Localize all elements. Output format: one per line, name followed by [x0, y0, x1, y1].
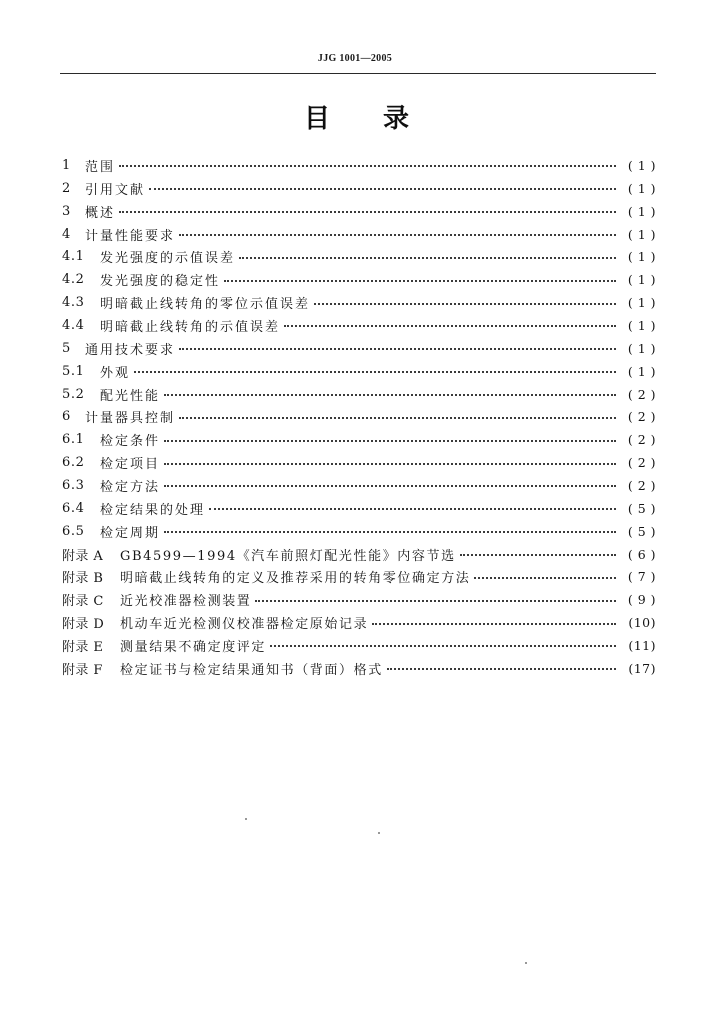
toc-entry [62, 634, 656, 657]
toc-entry [62, 314, 656, 337]
toc-entry [62, 200, 656, 223]
dot-leader [209, 508, 616, 510]
toc-entry-number: 4.4 [62, 317, 85, 333]
toc-entry-title: 明暗截止线转角的零位示值误差 [100, 297, 311, 313]
toc-entry-number: 6 [62, 409, 71, 425]
toc-entry-number: 附录 B [62, 571, 104, 587]
toc-entry-title: 明暗截止线转角的定义及推荐采用的转角零位确定方法 [120, 571, 471, 587]
dot-leader [164, 394, 616, 396]
dot-leader [284, 325, 616, 327]
scan-speck [378, 832, 380, 834]
toc-entry-title: 发光强度的示值误差 [100, 251, 236, 267]
toc-entry-number: 4.1 [62, 249, 85, 265]
header-rule [60, 73, 656, 74]
toc-entry-number: 5.2 [62, 386, 85, 402]
table-of-contents [62, 154, 656, 680]
toc-entry-page: (10) [628, 615, 656, 631]
toc-entry-page: ( 5 ) [627, 523, 656, 539]
toc-entry-page: ( 1 ) [627, 249, 656, 265]
toc-entry [62, 451, 656, 474]
dot-leader [255, 600, 616, 602]
toc-entry [62, 611, 656, 634]
document-code: JJG 1001—2005 [317, 53, 393, 64]
toc-entry [62, 497, 656, 520]
toc-entry [62, 177, 656, 200]
toc-entry-page: (17) [628, 660, 656, 676]
toc-entry [62, 337, 656, 360]
toc-entry-number: 5 [62, 340, 71, 356]
dot-leader [119, 211, 616, 213]
toc-entry-page: ( 2 ) [627, 477, 656, 493]
toc-entry-number: 4 [62, 226, 71, 242]
toc-entry-page: (11) [628, 637, 656, 653]
toc-entry [62, 291, 656, 314]
toc-entry [62, 543, 656, 566]
toc-entry [62, 405, 656, 428]
dot-leader [164, 440, 616, 442]
dot-leader [314, 303, 616, 305]
toc-entry-title: 配光性能 [100, 388, 161, 404]
toc-entry-number: 5.1 [62, 363, 85, 379]
toc-entry-page: ( 2 ) [627, 409, 656, 425]
toc-entry-number: 3 [62, 203, 71, 219]
toc-entry-page: ( 1 ) [627, 180, 656, 196]
dot-leader [134, 371, 616, 373]
toc-entry-page: ( 2 ) [627, 386, 656, 402]
toc-entry-number: 附录 F [62, 662, 103, 678]
toc-entry [62, 245, 656, 268]
toc-entry-title: 近光校准器检测装置 [120, 594, 252, 610]
toc-entry-page: ( 1 ) [627, 340, 656, 356]
page-title: 目 录 [303, 104, 410, 134]
toc-entry-page: ( 1 ) [627, 226, 656, 242]
dot-leader [270, 645, 616, 647]
toc-entry-page: ( 1 ) [627, 157, 656, 173]
toc-entry-number: 6.1 [62, 432, 85, 448]
toc-entry-title: 计量性能要求 [85, 228, 176, 244]
toc-entry-title: 检定证书与检定结果通知书（背面）格式 [120, 662, 383, 678]
toc-entry [62, 657, 656, 680]
toc-entry-title: 概述 [85, 205, 116, 221]
toc-entry [62, 383, 656, 406]
toc-entry-title: 范围 [85, 159, 116, 175]
dot-leader [149, 188, 616, 190]
toc-entry [62, 428, 656, 451]
toc-entry-number: 6.3 [62, 477, 85, 493]
toc-entry-page: ( 1 ) [627, 317, 656, 333]
scan-speck [525, 962, 527, 964]
toc-entry-title: 检定方法 [100, 479, 161, 495]
dot-leader [460, 554, 616, 556]
toc-entry-number: 6.5 [62, 523, 85, 539]
dot-leader [164, 531, 616, 533]
dot-leader [119, 165, 616, 167]
toc-entry-title: 通用技术要求 [85, 342, 176, 358]
toc-entry-number: 6.4 [62, 500, 85, 516]
toc-entry [62, 360, 656, 383]
toc-entry-title: 引用文献 [85, 182, 146, 198]
toc-entry-number: 4.3 [62, 295, 85, 311]
toc-entry-title: 检定周期 [100, 525, 161, 541]
toc-entry-title: 明暗截止线转角的示值误差 [100, 319, 281, 335]
dot-leader [164, 485, 616, 487]
toc-entry [62, 268, 656, 291]
toc-entry [62, 223, 656, 246]
toc-entry-number: 附录 A [62, 548, 104, 564]
toc-entry-title: GB4599—1994《汽车前照灯配光性能》内容节选 [120, 548, 456, 564]
toc-entry-page: ( 2 ) [627, 455, 656, 471]
toc-entry-page: ( 1 ) [627, 272, 656, 288]
toc-entry-page: ( 5 ) [627, 500, 656, 516]
dot-leader [164, 463, 616, 465]
toc-entry-title: 机动车近光检测仪校准器检定原始记录 [120, 617, 369, 633]
dot-leader [179, 417, 616, 419]
toc-entry-number: 附录 C [62, 594, 104, 610]
toc-entry-title: 检定项目 [100, 457, 161, 473]
toc-entry-title: 检定结果的处理 [100, 502, 206, 518]
toc-entry-page: ( 1 ) [627, 363, 656, 379]
toc-entry [62, 154, 656, 177]
dot-leader [474, 577, 616, 579]
toc-entry-number: 1 [62, 157, 71, 173]
toc-entry-number: 6.2 [62, 455, 85, 471]
toc-entry-title: 发光强度的稳定性 [100, 274, 221, 290]
toc-entry [62, 565, 656, 588]
toc-entry-page: ( 1 ) [627, 203, 656, 219]
dot-leader [179, 234, 616, 236]
toc-entry-page: ( 1 ) [627, 295, 656, 311]
toc-entry-page: ( 2 ) [627, 432, 656, 448]
toc-entry [62, 588, 656, 611]
dot-leader [372, 623, 616, 625]
dot-leader [239, 257, 616, 259]
toc-entry-title: 外观 [100, 365, 131, 381]
toc-entry-number: 4.2 [62, 272, 85, 288]
toc-entry-page: ( 9 ) [627, 592, 656, 608]
dot-leader [179, 348, 616, 350]
toc-entry-title: 检定条件 [100, 434, 161, 450]
toc-entry [62, 520, 656, 543]
toc-entry-number: 2 [62, 180, 71, 196]
toc-entry-title: 测量结果不确定度评定 [120, 639, 267, 655]
dot-leader [224, 280, 616, 282]
toc-entry-number: 附录 D [62, 617, 105, 633]
toc-entry-number: 附录 E [62, 639, 104, 655]
dot-leader [387, 668, 616, 670]
toc-entry-title: 计量器具控制 [85, 411, 176, 427]
toc-entry [62, 474, 656, 497]
toc-entry-page: ( 6 ) [627, 546, 656, 562]
scan-speck [245, 818, 247, 820]
toc-entry-page: ( 7 ) [627, 569, 656, 585]
